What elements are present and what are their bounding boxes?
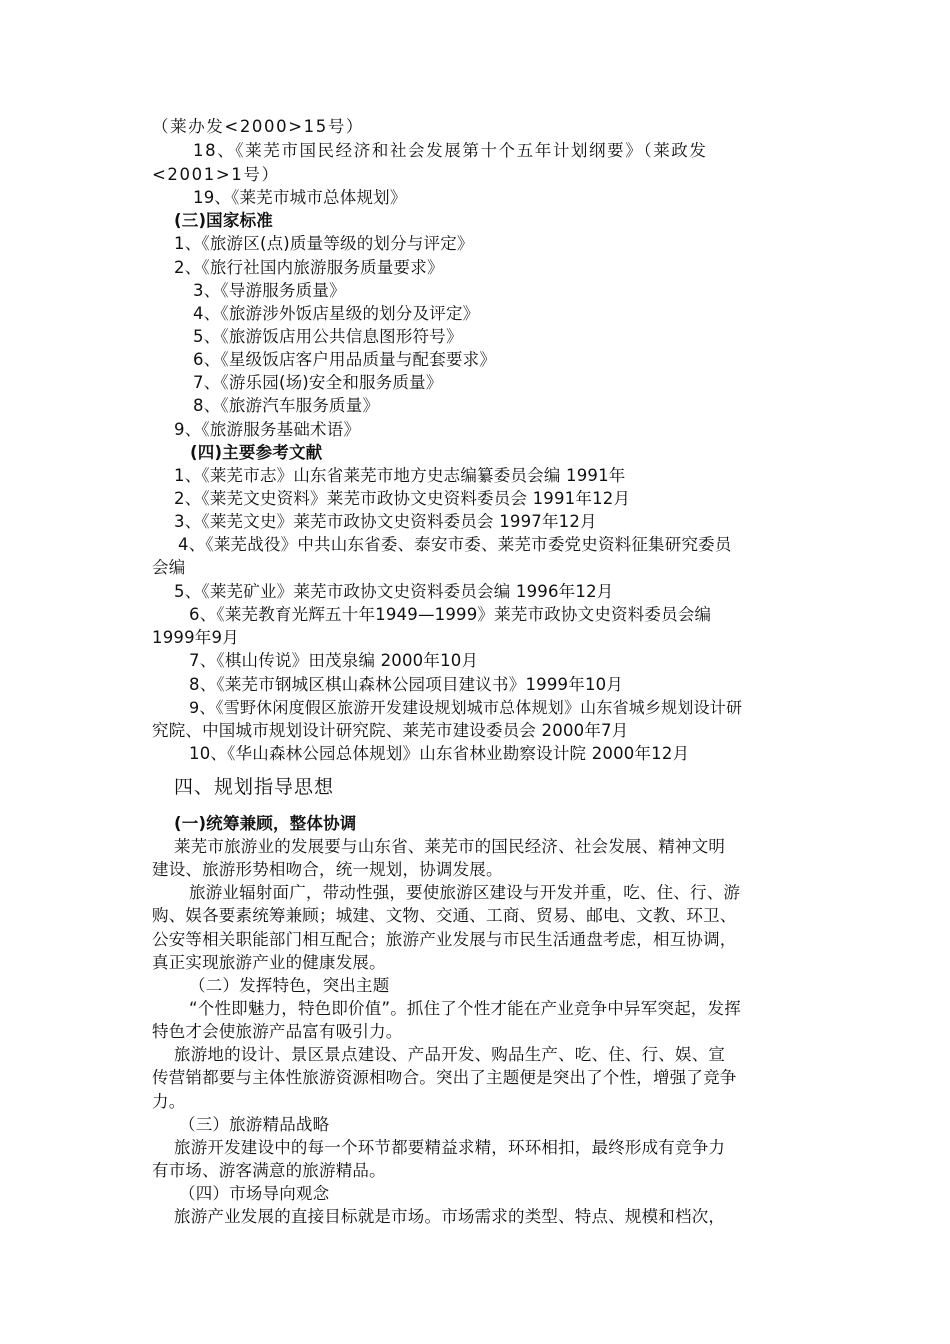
section-heading: (四)主要参考文献 (190, 443, 323, 462)
list-item: 8、《莱芜市钢城区棋山森林公园项目建议书》1999年10月 (189, 675, 624, 694)
paragraph-line: 旅游产业发展的直接目标就是市场。市场需求的类型、特点、规模和档次， (174, 1207, 726, 1226)
list-item: 9、《雪野休闲度假区旅游开发建设规划城市总体规划》山东省城乡规划设计研 (189, 698, 743, 717)
list-item: 3、《导游服务质量》 (193, 281, 346, 300)
list-item: 6、《星级饭店客户用品质量与配套要求》 (193, 350, 497, 369)
text-line: <2001>1号） (152, 165, 280, 184)
list-item: 7、《棋山传说》田茂泉编 2000年10月 (189, 651, 479, 670)
paragraph-line: 传营销都要与主体性旅游资源相吻合。突出了主题便是突出了个性，增强了竞争 (152, 1068, 737, 1087)
paragraph-line: 有市场、游客满意的旅游精品。 (152, 1161, 386, 1180)
list-item: 1、《莱芜市志》山东省莱芜市地方史志编纂委员会编 1991年 (174, 466, 626, 485)
list-item: 4、《旅游涉外饭店星级的划分及评定》 (193, 304, 480, 323)
list-item: 10、《华山森林公园总体规划》山东省林业勘察设计院 2000年12月 (189, 744, 690, 763)
list-item: 8、《旅游汽车服务质量》 (193, 396, 380, 415)
list-item: 9、《旅游服务基础术语》 (174, 420, 361, 439)
list-item: 会编 (152, 558, 186, 577)
section-heading: (三)国家标准 (174, 211, 273, 230)
text-line: （莱办发<2000>15号） (152, 117, 365, 136)
paragraph-line: 公安等相关职能部门相互配合；旅游产业发展与市民生活通盘考虑，相互协调， (152, 930, 737, 949)
section-heading: （三）旅游精品战略 (179, 1115, 330, 1134)
paragraph-line: 旅游业辐射面广，带动性强，要使旅游区建设与开发并重，吃、住、行、游 (189, 883, 741, 902)
paragraph-line: 购、娱各要素统筹兼顾；城建、文物、交通、工商、贸易、邮电、文教、环卫、 (152, 906, 737, 925)
list-item: 4、《莱芜战役》中共山东省委、泰安市委、莱芜市委党史资料征集研究委员 (178, 535, 732, 554)
section-heading: （二）发挥特色，突出主题 (189, 976, 390, 995)
list-item: 6、《莱芜教育光辉五十年1949—1999》莱芜市政协文史资料委员会编 (189, 605, 712, 624)
paragraph-line: 旅游地的设计、景区景点建设、产品开发、购品生产、吃、住、行、娱、宣 (174, 1045, 726, 1064)
list-item: 究院、中国城市规划设计研究院、莱芜市建设委员会 2000年7月 (152, 721, 629, 740)
chapter-heading: 四、规划指导思想 (174, 776, 335, 798)
list-item: 5、《旅游饭店用公共信息图形符号》 (193, 327, 463, 346)
list-item: 7、《游乐园(场)安全和服务质量》 (193, 373, 443, 392)
list-item: 2、《莱芜文史资料》莱芜市政协文史资料委员会 1991年12月 (174, 489, 631, 508)
paragraph-line: 特色才会使旅游产品富有吸引力。 (152, 1022, 403, 1041)
paragraph-line: “个性即魅力，特色即价值”。抓住了个性才能在产业竞争中异军突起，发挥 (189, 999, 741, 1018)
paragraph-line: 莱芜市旅游业的发展要与山东省、莱芜市的国民经济、社会发展、精神文明 (174, 837, 726, 856)
section-heading: （四）市场导向观念 (179, 1184, 330, 1203)
paragraph-line: 旅游开发建设中的每一个环节都要精益求精，环环相扣，最终形成有竞争力 (174, 1138, 726, 1157)
list-item: 5、《莱芜矿业》莱芜市政协文史资料委员会编 1996年12月 (174, 582, 614, 601)
text-line: 19、《莱芜市城市总体规划》 (193, 188, 407, 207)
paragraph-line: 真正实现旅游产业的健康发展。 (152, 953, 386, 972)
list-item: 1、《旅游区(点)质量等级的划分与评定》 (174, 234, 474, 253)
paragraph-line: 建设、旅游形势相吻合，统一规划，协调发展。 (152, 860, 503, 879)
list-item: 3、《莱芜文史》莱芜市政协文史资料委员会 1997年12月 (174, 512, 597, 531)
section-heading: (一)统筹兼顾，整体协调 (174, 814, 357, 833)
text-line: 18、《莱芜市国民经济和社会发展第十个五年计划纲要》（莱政发 (193, 141, 708, 160)
paragraph-line: 力。 (152, 1092, 186, 1111)
list-item: 2、《旅行社国内旅游服务质量要求》 (174, 258, 444, 277)
list-item: 1999年9月 (152, 628, 239, 647)
